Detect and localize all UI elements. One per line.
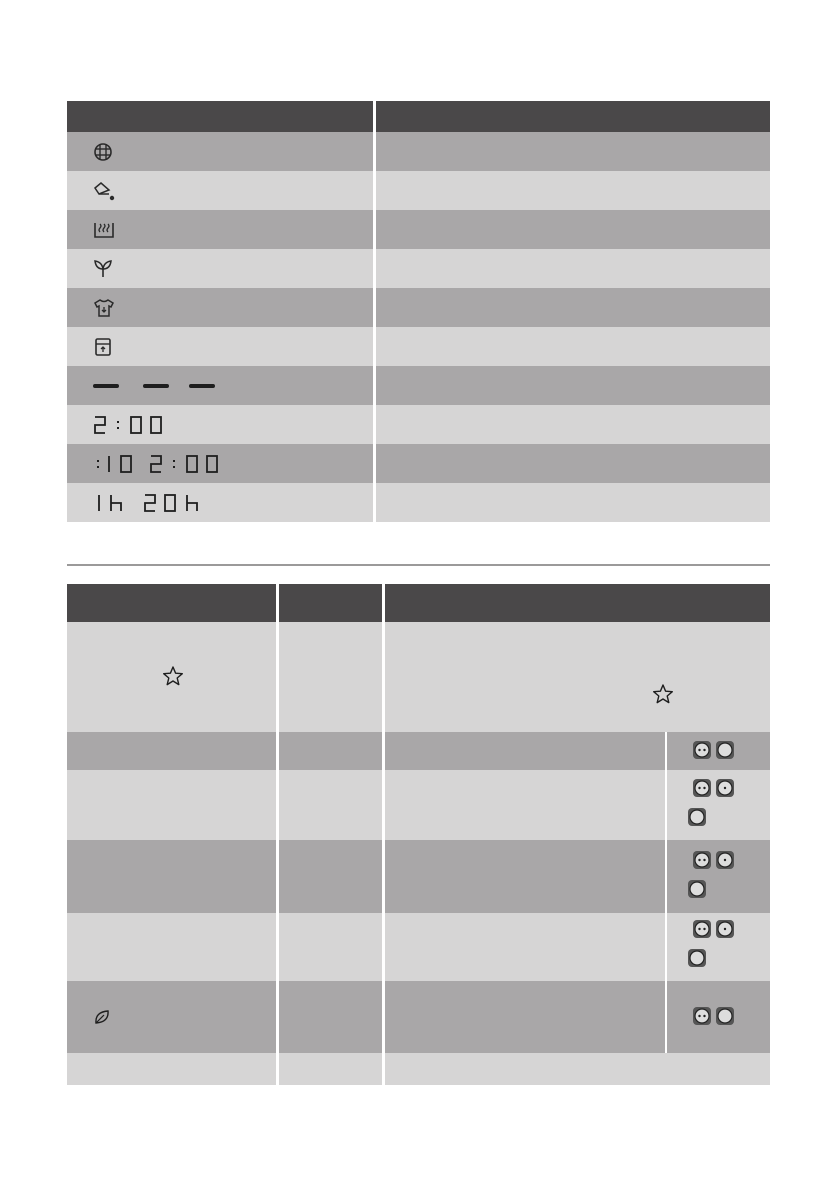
consumption-cell xyxy=(667,732,770,770)
dashes-display xyxy=(93,381,223,391)
consumption-cell xyxy=(667,840,770,913)
program-cell xyxy=(67,840,279,913)
table-row xyxy=(67,622,770,732)
description-cell xyxy=(376,444,770,483)
dial-two-dots-icon xyxy=(692,1006,712,1026)
symbol-cell xyxy=(67,327,376,366)
program-cell xyxy=(67,622,279,732)
table-row xyxy=(67,249,770,288)
description-cell xyxy=(376,288,770,327)
phases-cell xyxy=(385,770,667,840)
description-cell xyxy=(376,327,770,366)
dial-two-dots-icon xyxy=(692,850,712,870)
star-icon xyxy=(162,665,184,687)
dial-two-dots-icon xyxy=(692,919,712,939)
header-cell-program xyxy=(67,584,279,622)
description-cell xyxy=(376,132,770,171)
degree-cell xyxy=(279,622,385,732)
symbol-cell xyxy=(67,366,376,405)
table-row xyxy=(67,327,770,366)
display-2-00 xyxy=(93,415,183,435)
description-cell xyxy=(376,366,770,405)
header-cell-description xyxy=(376,101,770,132)
door-icon xyxy=(93,337,113,357)
symbol-cell xyxy=(67,405,376,444)
leaf-icon xyxy=(93,1008,111,1026)
dial-one-dot-icon xyxy=(715,919,735,939)
dial-empty-icon xyxy=(687,807,707,827)
dial-group xyxy=(692,1006,735,1026)
table-row xyxy=(67,732,770,770)
rinse-aid-pour-icon xyxy=(93,180,117,202)
dial-empty-icon xyxy=(687,879,707,899)
dial-group xyxy=(687,807,707,827)
degree-cell xyxy=(279,770,385,840)
display-1h-20h xyxy=(93,493,223,513)
star-icon xyxy=(652,683,674,705)
consumption-cell xyxy=(667,981,770,1053)
table-row xyxy=(67,1053,770,1085)
description-cell xyxy=(376,405,770,444)
program-cell xyxy=(67,981,279,1053)
symbol-cell xyxy=(67,171,376,210)
program-cell xyxy=(67,770,279,840)
table-row xyxy=(67,288,770,327)
degree-cell xyxy=(279,1053,385,1085)
description-cell xyxy=(376,483,770,522)
phases-cell xyxy=(385,732,667,770)
program-cell xyxy=(67,913,279,981)
symbol-cell xyxy=(67,288,376,327)
table-row xyxy=(67,132,770,171)
degree-cell xyxy=(279,840,385,913)
symbol-cell xyxy=(67,249,376,288)
drying-heat-icon xyxy=(93,220,115,240)
phases-cell xyxy=(385,981,667,1053)
symbol-cell xyxy=(67,132,376,171)
phases-cell xyxy=(385,840,667,913)
table-row xyxy=(67,913,770,981)
table-row xyxy=(67,171,770,210)
dial-group xyxy=(692,850,735,870)
symbol-cell xyxy=(67,444,376,483)
dial-one-dot-icon xyxy=(715,778,735,798)
dial-group xyxy=(687,879,707,899)
indicator-table xyxy=(67,101,770,522)
header-cell-phases xyxy=(385,584,770,622)
display-10-2-00 xyxy=(93,454,253,474)
program-cell xyxy=(67,732,279,770)
globe-grid-icon xyxy=(93,142,113,162)
degree-cell xyxy=(279,913,385,981)
phases-cell xyxy=(385,622,770,732)
table-row xyxy=(67,483,770,522)
table-row xyxy=(67,444,770,483)
dial-two-dots-icon xyxy=(692,778,712,798)
phases-cell xyxy=(385,913,667,981)
table-row xyxy=(67,770,770,840)
symbol-cell xyxy=(67,483,376,522)
description-cell xyxy=(376,210,770,249)
dial-two-dots-icon xyxy=(692,740,712,760)
table-row xyxy=(67,981,770,1053)
program-table xyxy=(67,584,770,1085)
consumption-cell xyxy=(667,770,770,840)
table-row xyxy=(67,210,770,249)
dial-one-dot-icon xyxy=(715,850,735,870)
symbol-cell xyxy=(67,210,376,249)
degree-cell xyxy=(279,981,385,1053)
header-cell-symbol xyxy=(67,101,376,132)
header-cell-degree xyxy=(279,584,385,622)
dial-group xyxy=(692,740,735,760)
table-row xyxy=(67,840,770,913)
description-cell xyxy=(376,249,770,288)
program-table-header xyxy=(67,584,770,622)
dial-empty-icon xyxy=(687,948,707,968)
dial-group xyxy=(692,778,735,798)
section-divider xyxy=(67,564,770,566)
phases-cell xyxy=(385,1053,770,1085)
sprout-icon xyxy=(93,259,113,279)
dial-empty-icon xyxy=(715,740,735,760)
shirt-icon xyxy=(93,298,115,318)
table-row xyxy=(67,405,770,444)
program-cell xyxy=(67,1053,279,1085)
indicator-table-header xyxy=(67,101,770,132)
table-row xyxy=(67,366,770,405)
description-cell xyxy=(376,171,770,210)
dial-empty-icon xyxy=(715,1006,735,1026)
consumption-cell xyxy=(667,913,770,981)
degree-cell xyxy=(279,732,385,770)
dial-group xyxy=(692,919,735,939)
dial-group xyxy=(687,948,707,968)
